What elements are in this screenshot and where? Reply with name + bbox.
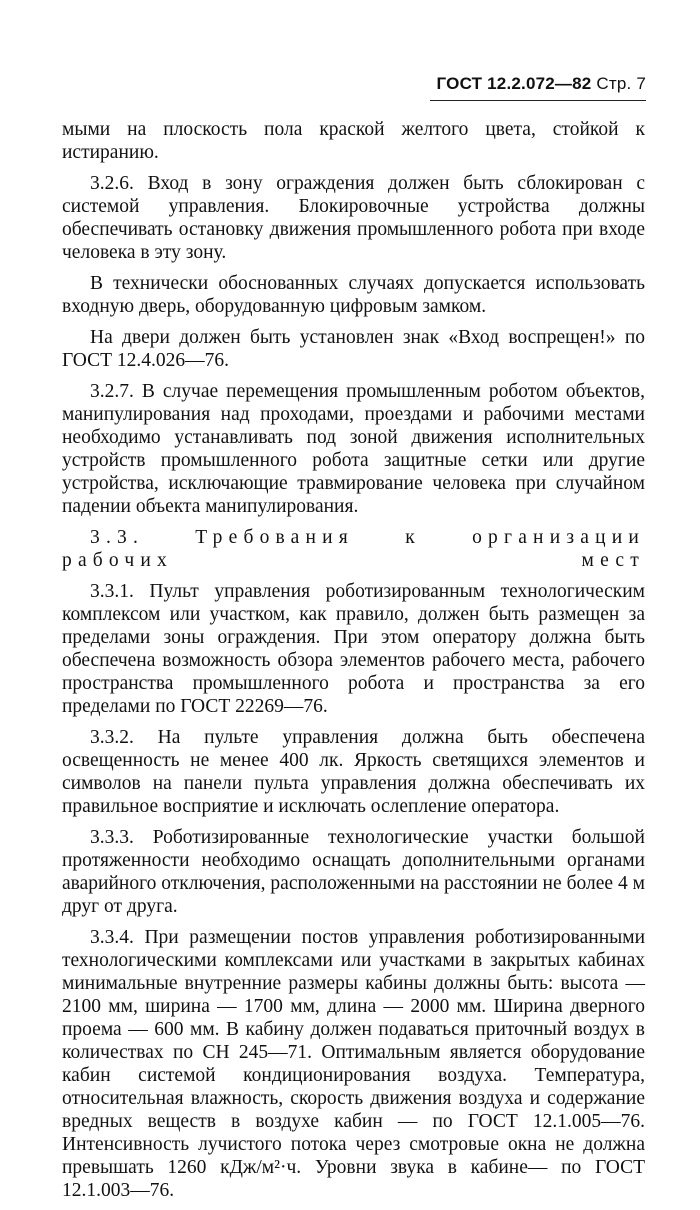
paragraph-3-2-6: 3.2.6. Вход в зону ограждения должен быть сблокирован с системой управления. Блокировочные устройства должны обеспечивать остановку движения промышленного робота при входе человека в эту зону. xyxy=(62,173,645,263)
paragraph-3-3-4: 3.3.4. При размещении постов управления роботизированными технологическими комплексами или участками в закрытых кабинах минимальные внутренние размеры кабины должны быть: высота — 2100 мм, ширина — 1700 мм, длина — 2000 мм. Ширина дверного проема — 600 мм. В кабину должен подаваться приточный воздух в количествах по СН 245—71. Оптимальным является оборудование кабин системой кондиционирования воздуха. Температура, относительная влажность, скорость движения воздуха и содержание вредных веществ в воздухе кабин — по ГОСТ 12.1.005—76. Интенсивность лучистого потока через смотровые окна не должна превышать 1260 кДж/м²·ч. Уровни звука в кабине— по ГОСТ 12.1.003—76. xyxy=(62,927,645,1201)
paragraph-digital-lock: В технически обоснованных случаях допускается использовать входную дверь, оборудованную цифровым замком. xyxy=(62,273,645,317)
page-number: Стр. 7 xyxy=(596,74,646,93)
body-text xyxy=(62,118,645,1210)
header-rule xyxy=(430,100,646,101)
paragraph-door-sign: На двери должен быть установлен знак «Вход воспрещен!» по ГОСТ 12.4.026—76. xyxy=(62,327,645,371)
paragraph-3-2-7: 3.2.7. В случае перемещения промышленным роботом объектов, манипулирования над проходами, проездами и рабочими местами необходимо устанавливать под зоной движения исполнительных устройств промышленного робота защитные сетки или другие устройства, исключающие травмирование человека при случайном падении объекта манипулирования. xyxy=(62,381,645,517)
page-header xyxy=(437,74,646,94)
doc-code: ГОСТ 12.2.072—82 xyxy=(436,74,592,93)
paragraph-3-3-1: 3.3.1. Пульт управления роботизированным технологическим комплексом или участком, как правило, должен быть размещен за пределами зоны ограждения. При этом оператору должна быть обеспечена возможность обзора элементов рабочего места, рабочего пространства промышленного робота и пространства за его пределами по ГОСТ 22269—76. xyxy=(62,581,645,717)
paragraph-3-3-3: 3.3.3. Роботизированные технологические участки большой протяженности необходимо оснащать дополнительными органами аварийного отключения, расположенными на расстоянии не более 4 м друг от друга. xyxy=(62,827,645,917)
section-heading-3-3: 3.3. Требования к организации рабочих мест xyxy=(62,527,645,571)
paragraph-continuation: мыми на плоскость пола краской желтого цвета, стойкой к истиранию. xyxy=(62,119,645,163)
paragraph-3-3-2: 3.3.2. На пульте управления должна быть обеспечена освещенность не менее 400 лк. Яркость светящихся элементов и символов на панели пульта управления должна обеспечивать их правильное восприятие и исключать ослепление оператора. xyxy=(62,727,645,817)
